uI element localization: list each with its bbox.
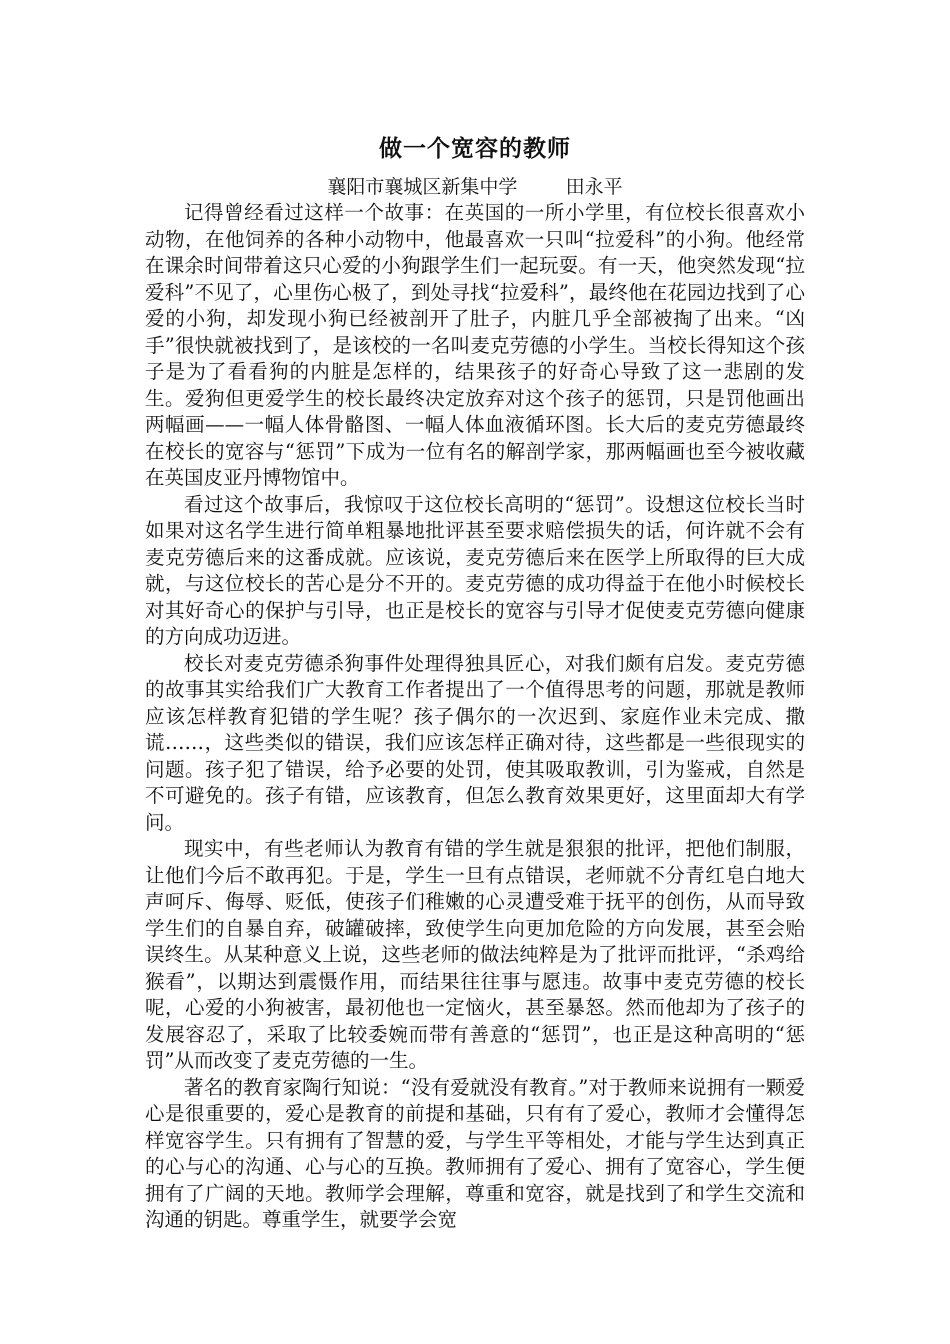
article-body [145, 200, 805, 1234]
author-byline: 襄阳市襄城区新集中学 田永平 [327, 176, 623, 198]
paragraph-1: 记得曾经看过这样一个故事：在英国的一所小学里，有位校长很喜欢小动物，在他饲养的各种小动物中，他最喜欢一只叫“拉爱科”的小狗。他经常在课余时间带着这只心爱的小狗跟学生们一起玩耍。有一天，他突然发现“拉爱科”不见了，心里伤心极了，到处寻找“拉爱科”，最终他在花园边找到了心爱的小狗，却发现小狗已经被剖开了肚子，内脏几乎全部被掏了出来。“凶手”很快就被找到了，是该校的一名叫麦克劳德的小学生。当校长得知这个孩子是为了看看狗的内脏是怎样的，结果孩子的好奇心导致了这一悲剧的发生。爱狗但更爱学生的校长最终决定放弃对这个孩子的惩罚，只是罚他画出两幅画——一幅人体骨骼图、一幅人体血液循环图。长大后的麦克劳德最终在校长的宽容与“惩罚”下成为一位有名的解剖学家，那两幅画也至今被收藏在英国皮亚丹博物馆中。 [145, 201, 805, 489]
paragraph-5: 著名的教育家陶行知说：“没有爱就没有教育。”对于教师来说拥有一颗爱心是很重要的，爱心是教育的前提和基础，只有有了爱心，教师才会懂得怎样宽容学生。只有拥有了智慧的爱，与学生平等相处，才能与学生达到真正的心与心的沟通、心与心的互换。教师拥有了爱心、拥有了宽容心，学生便拥有了广阔的天地。教师学会理解，尊重和宽容，就是找到了和学生交流和沟通的钥匙。尊重学生，就要学会宽 [145, 1075, 805, 1231]
document-title: 做一个宽容的教师 [379, 136, 571, 162]
paragraph-4: 现实中，有些老师认为教育有错的学生就是狠狠的批评，把他们制服，让他们今后不敢再犯。于是，学生一旦有点错误，老师就不分青红皂白地大声呵斥、侮辱、贬低，使孩子们稚嫩的心灵遭受难于抚平的创伤，从而导致学生们的自暴自弃，破罐破摔，致使学生向更加危险的方向发展，甚至会贻误终生。从某种意义上说，这些老师的做法纯粹是为了批评而批评，“杀鸡给猴看”，以期达到震慑作用，而结果往往事与愿违。故事中麦克劳德的校长呢，心爱的小狗被害，最初他也一定恼火，甚至暴怒。然而他却为了孩子的发展容忍了，采取了比较委婉而带有善意的“惩罚”，也正是这种高明的“惩罚”从而改变了麦克劳德的一生。 [145, 837, 805, 1072]
paragraph-3: 校长对麦克劳德杀狗事件处理得独具匠心，对我们颇有启发。麦克劳德的故事其实给我们广大教育工作者提出了一个值得思考的问题，那就是教师应该怎样教育犯错的学生呢？孩子偶尔的一次迟到、家庭作业未完成、撒谎……，这些类似的错误，我们应该怎样正确对待，这些都是一些很现实的问题。孩子犯了错误，给予必要的处罚，使其吸取教训，引为鉴戒，自然是不可避免的。孩子有错，应该教育，但怎么教育效果更好，这里面却大有学问。 [145, 651, 805, 834]
paragraph-2: 看过这个故事后，我惊叹于这位校长高明的“惩罚”。设想这位校长当时如果对这名学生进行简单粗暴地批评甚至要求赔偿损失的话，何许就不会有麦克劳德后来的这番成就。应该说，麦克劳德后来在医学上所取得的巨大成就，与这位校长的苦心是分不开的。麦克劳德的成功得益于在他小时候校长对其好奇心的保护与引导，也正是校长的宽容与引导才促使麦克劳德向健康的方向成功迈进。 [145, 492, 805, 648]
